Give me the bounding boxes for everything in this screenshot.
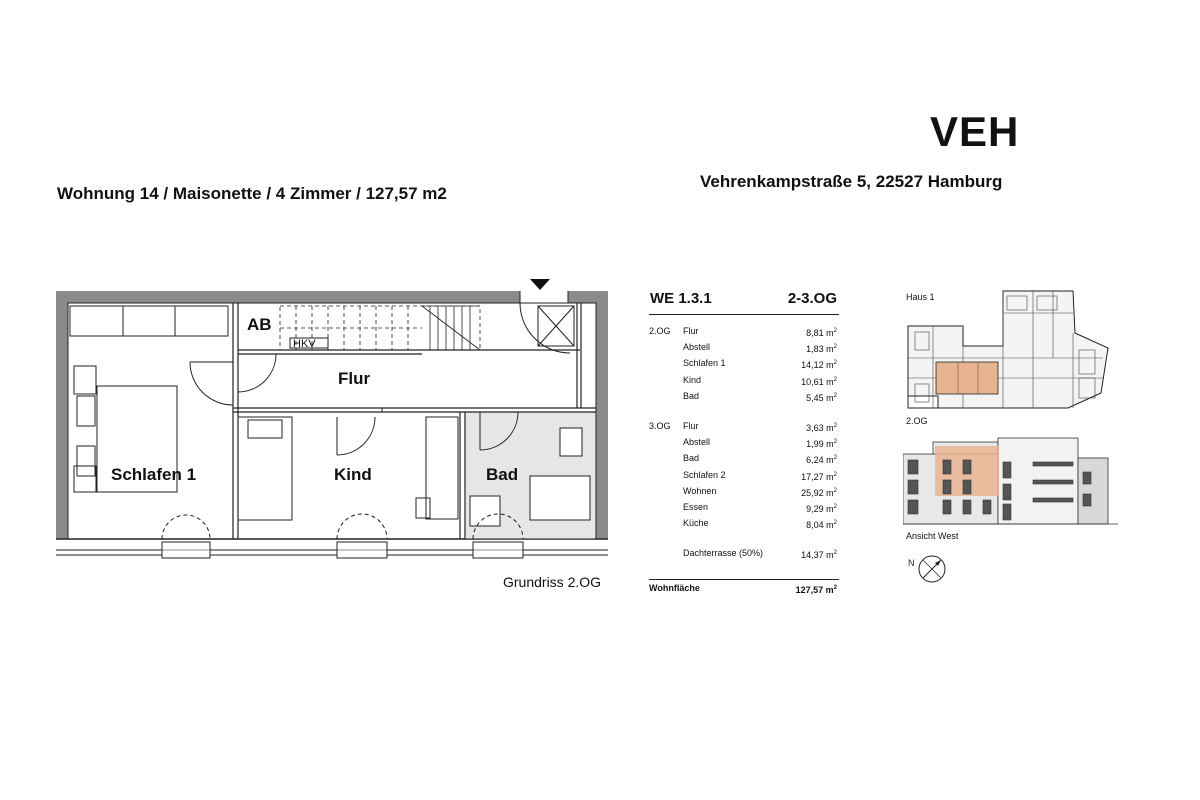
area-row-value: 8,81 — [806, 328, 824, 338]
area-row-unit-exp: 2 — [833, 344, 837, 351]
area-row-unit: m — [826, 487, 834, 498]
entrance-door — [520, 303, 574, 353]
area-row-unit-exp: 2 — [833, 328, 837, 334]
total-area — [796, 580, 837, 598]
area-row-unit: m — [826, 520, 834, 531]
area-row — [649, 323, 839, 339]
area-row-room: Dachterrasse (50%) — [683, 548, 764, 559]
area-row-unit: m — [826, 439, 834, 450]
area-row — [649, 418, 839, 434]
area-row-unit-exp: 2 — [833, 376, 837, 383]
plan-caption: Grundriss 2.OG — [503, 574, 602, 590]
area-row-unit-exp: 2 — [833, 487, 837, 494]
total-row — [649, 579, 839, 596]
total-area-value: 127,57 — [795, 585, 824, 595]
highlighted-unit — [936, 362, 998, 394]
room-label-ab: AB — [247, 315, 272, 334]
site-floor-label: 2.OG — [906, 416, 928, 426]
area-row-value: 6,24 — [806, 455, 824, 466]
room-label-schlafen: Schlafen 1 — [111, 465, 197, 484]
rows-2og — [649, 323, 839, 404]
room-label-bad: Bad — [486, 465, 519, 484]
entrance-arrow — [530, 279, 550, 290]
area-row-room: Bad — [683, 390, 700, 401]
area-row-unit-exp: 2 — [833, 471, 837, 478]
area-row-area — [806, 388, 837, 406]
area-row-floor: 3.OG — [649, 420, 671, 431]
area-row-unit: m — [826, 422, 834, 433]
area-row-value: 1,83 — [806, 344, 824, 355]
logo: VEH — [930, 108, 1020, 155]
area-row — [649, 372, 839, 388]
area-row-value: 8,04 — [806, 520, 824, 531]
compass-letter: N — [908, 558, 915, 568]
area-row-unit: m — [826, 392, 834, 403]
floor-plan — [50, 270, 615, 570]
room-label-hkv: HKV — [293, 338, 316, 350]
area-row-unit-exp: 2 — [833, 439, 837, 446]
area-row-unit: m — [826, 328, 834, 338]
elevation-view — [903, 432, 1123, 532]
area-row-area — [806, 515, 837, 533]
area-row-unit: m — [826, 344, 834, 355]
area-row-value: 14,12 — [801, 360, 824, 371]
area-row-value: 9,29 — [806, 503, 824, 514]
area-table — [649, 290, 839, 595]
area-row-unit-exp: 2 — [833, 422, 837, 429]
doors-left — [162, 362, 233, 539]
area-row-room: Schlafen 1 — [683, 358, 726, 369]
area-row-unit: m — [826, 360, 834, 371]
area-row-unit-exp: 2 — [833, 455, 837, 462]
area-row-room: Küche — [683, 518, 709, 529]
area-row-area — [801, 545, 837, 563]
area-row-unit-exp: 2 — [833, 550, 837, 557]
area-row-room: Bad — [683, 453, 700, 464]
area-row-value: 25,92 — [801, 487, 824, 498]
site-plan — [903, 288, 1113, 413]
area-row — [649, 499, 839, 515]
room-label-flur: Flur — [338, 369, 371, 388]
area-row — [649, 545, 839, 561]
apartment-title: Wohnung 14 / Maisonette / 4 Zimmer / 127,57 m2 — [57, 184, 447, 203]
area-row-room: Kind — [683, 374, 702, 385]
area-row — [649, 434, 839, 450]
area-row-room: Flur — [683, 420, 699, 431]
door-flur — [238, 354, 276, 392]
compass-icon — [905, 553, 949, 585]
area-row-value: 10,61 — [801, 376, 824, 387]
area-row-unit-exp: 2 — [833, 503, 837, 510]
area-row-value: 17,27 — [801, 471, 824, 482]
area-row-value: 5,45 — [806, 392, 824, 403]
total-area-unit-exp: 2 — [833, 585, 837, 591]
area-row-unit-exp: 2 — [833, 520, 837, 527]
south-wall — [56, 539, 608, 558]
area-row — [649, 339, 839, 355]
elevation-label: Ansicht West — [906, 531, 959, 541]
area-row-room: Essen — [683, 501, 709, 512]
unit-id: WE 1.3.1 — [650, 290, 712, 307]
area-row-unit: m — [826, 471, 834, 482]
area-row-unit: m — [826, 376, 834, 387]
area-row — [649, 467, 839, 483]
area-row-unit: m — [826, 550, 834, 561]
area-row — [649, 355, 839, 371]
area-row — [649, 388, 839, 404]
area-row-value: 1,99 — [806, 439, 824, 450]
address: Vehrenkampstraße 5, 22527 Hamburg — [700, 172, 1003, 191]
area-row-value: 3,63 — [806, 422, 824, 433]
area-row-unit-exp: 2 — [833, 392, 837, 399]
area-row-unit-exp: 2 — [833, 360, 837, 367]
building-label: Haus 1 — [906, 292, 935, 302]
area-row-unit: m — [826, 455, 834, 466]
area-row-room: Abstell — [683, 437, 711, 448]
area-row — [649, 515, 839, 531]
wardrobe — [70, 306, 228, 336]
rows-terrace — [649, 545, 839, 561]
area-row-floor: 2.OG — [649, 326, 671, 336]
rows-3og — [649, 418, 839, 531]
total-area-unit: m — [825, 585, 834, 595]
room-label-kind: Kind — [334, 465, 372, 484]
area-row-value: 14,37 — [801, 550, 824, 561]
area-row — [649, 483, 839, 499]
area-row-room: Flur — [683, 326, 699, 336]
area-row — [649, 450, 839, 466]
total-label: Wohnfläche — [649, 583, 700, 593]
area-row-unit: m — [826, 503, 834, 514]
area-row-room: Abstell — [683, 342, 711, 353]
area-row-room: Wohnen — [683, 485, 717, 496]
unit-floors: 2-3.OG — [787, 290, 837, 307]
area-row-room: Schlafen 2 — [683, 469, 726, 480]
area-table-header — [649, 290, 839, 315]
